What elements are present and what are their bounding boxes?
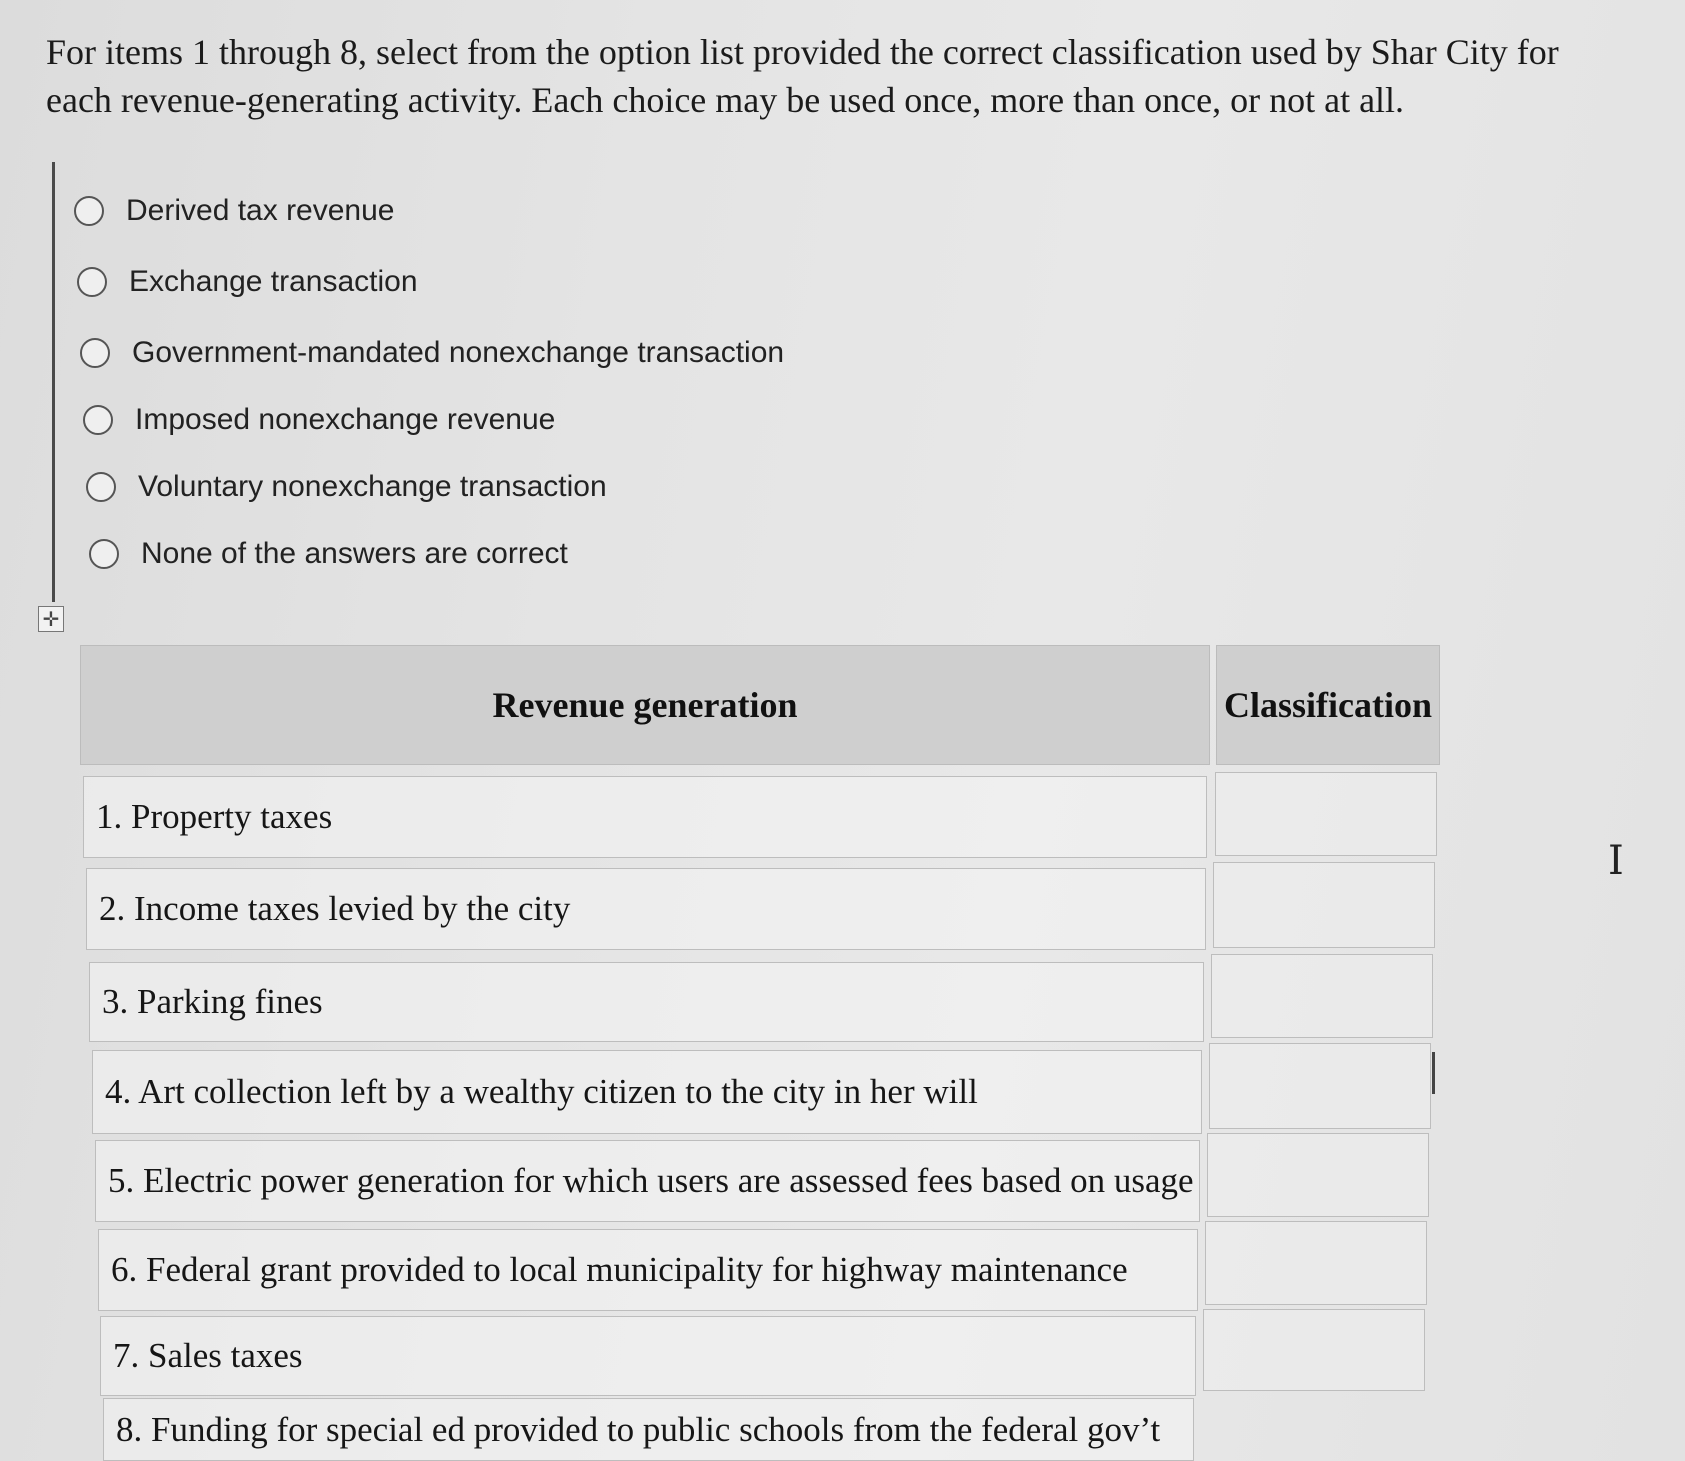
classification-select[interactable] [1205, 1221, 1427, 1305]
option-label: Voluntary nonexchange transaction [138, 470, 607, 503]
insertion-caret [1432, 1052, 1435, 1094]
option-label: Derived tax revenue [126, 194, 395, 227]
option-none-correct[interactable] [89, 537, 568, 571]
move-icon[interactable]: ✛ [38, 606, 64, 632]
option-exchange-transaction[interactable] [77, 265, 418, 299]
header-classification: Classification [1216, 645, 1440, 765]
table-row-item: 1. Property taxes [83, 776, 1207, 858]
classification-select[interactable] [1213, 862, 1435, 948]
table-row-item: 6. Federal grant provided to local municipality for highway maintenance [98, 1229, 1198, 1311]
option-label: Imposed nonexchange revenue [135, 403, 556, 436]
radio-button[interactable] [86, 472, 116, 502]
table-row-item: 5. Electric power generation for which users are assessed fees based on usage [95, 1140, 1200, 1222]
option-label: Exchange transaction [129, 265, 418, 298]
radio-button[interactable] [83, 405, 113, 435]
options-divider [52, 162, 55, 602]
classification-select[interactable] [1215, 772, 1437, 856]
table-row-item: 2. Income taxes levied by the city [86, 868, 1206, 950]
table-row-item: 4. Art collection left by a wealthy citizen to the city in her will [92, 1050, 1202, 1134]
classification-select[interactable] [1211, 954, 1433, 1038]
classification-select[interactable] [1207, 1133, 1429, 1217]
option-imposed-nonexchange[interactable] [83, 403, 555, 437]
classification-select[interactable] [1209, 1043, 1431, 1129]
option-voluntary-nonexchange[interactable] [86, 470, 607, 504]
classification-select[interactable] [1203, 1309, 1425, 1391]
option-label: None of the answers are correct [141, 537, 568, 570]
option-government-mandated[interactable] [80, 336, 784, 370]
header-revenue-generation: Revenue generation [80, 645, 1210, 765]
option-derived-tax-revenue[interactable] [74, 194, 394, 228]
option-label: Government-mandated nonexchange transaction [132, 336, 785, 369]
radio-button[interactable] [74, 196, 104, 226]
radio-button[interactable] [89, 539, 119, 569]
instructions-text: For items 1 through 8, select from the option list provided the correct classification used by Shar City for each revenue-generating activity. Each choice may be used once, more than once, or not at all. [46, 32, 1559, 120]
table-row-item: 7. Sales taxes [100, 1316, 1196, 1396]
table-row-item: 3. Parking fines [89, 962, 1204, 1042]
radio-button[interactable] [80, 338, 110, 368]
table-row-item: 8. Funding for special ed provided to public schools from the federal gov’t [103, 1398, 1194, 1461]
radio-button[interactable] [77, 267, 107, 297]
i-beam-cursor-icon: I [1608, 838, 1624, 884]
